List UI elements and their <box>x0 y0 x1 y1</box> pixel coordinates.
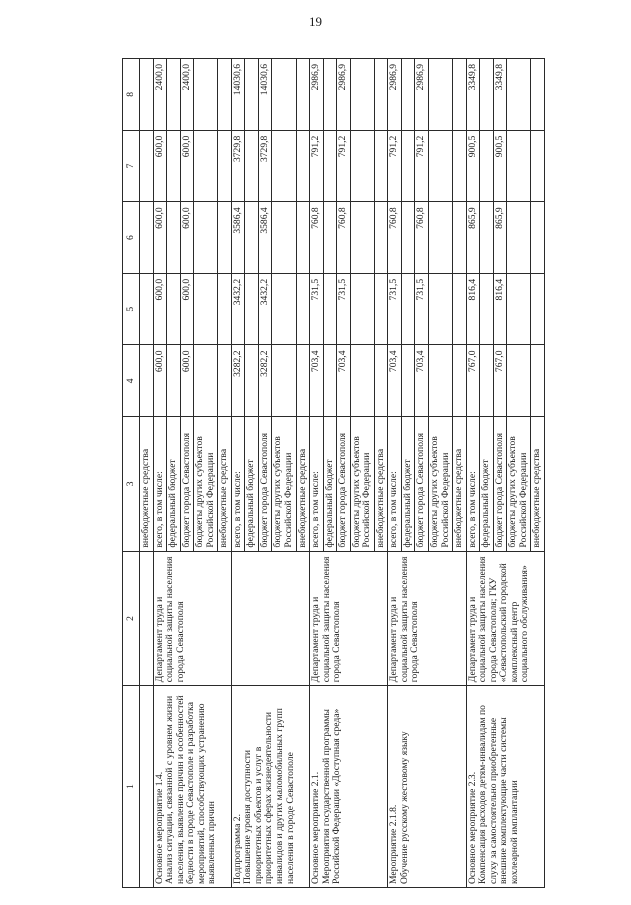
amount-cell <box>374 202 388 274</box>
amount-cell: 791,2 <box>337 130 351 202</box>
funding-source-cell: бюджеты других субъектов Российской Федерации <box>194 417 218 552</box>
amount-cell <box>323 59 337 131</box>
funding-source-cell: федеральный бюджет <box>167 417 181 552</box>
header-cell: 6 <box>123 202 140 274</box>
amount-cell: 600,0 <box>153 202 167 274</box>
amount-cell <box>218 59 232 131</box>
amount-cell <box>323 345 337 417</box>
header-cell: 8 <box>123 59 140 131</box>
amount-cell <box>296 130 310 202</box>
amount-cell: 791,2 <box>310 130 324 202</box>
amount-cell: 2986,9 <box>415 59 429 131</box>
amount-cell: 3349,8 <box>493 59 507 131</box>
amount-cell: 703,4 <box>388 345 402 417</box>
amount-cell <box>323 130 337 202</box>
amount-cell <box>401 345 415 417</box>
funding-source-cell: внебюджетные средства <box>374 417 388 552</box>
amount-cell <box>531 273 545 345</box>
amount-cell <box>350 273 374 345</box>
amount-cell: 731,5 <box>337 273 351 345</box>
amount-cell: 600,0 <box>180 345 194 417</box>
amount-cell <box>507 59 531 131</box>
funding-source-cell: внебюджетные средства <box>453 417 467 552</box>
amount-cell: 767,0 <box>466 345 480 417</box>
amount-cell: 3282,2 <box>258 345 272 417</box>
amount-cell <box>272 345 296 417</box>
amount-cell <box>296 345 310 417</box>
amount-cell <box>453 130 467 202</box>
table-row <box>466 59 480 888</box>
funding-source-cell: федеральный бюджет <box>245 417 259 552</box>
amount-cell <box>194 273 218 345</box>
measure-name-cell: Подпрограмма 2. Повышение уровня доступности приоритетных объектов и услуг в приоритетных сферах жизнедеятельности инвалидов и других маломобильных групп населения в городе Севастополе <box>231 686 309 888</box>
table-row <box>153 59 167 888</box>
executor-cell: Департамент труда и социальной защиты населения города Севастополя <box>153 551 231 686</box>
funding-source-cell: бюджеты других субъектов Российской Федерации <box>272 417 296 552</box>
amount-cell <box>453 202 467 274</box>
header-cell: 2 <box>123 551 140 686</box>
amount-cell: 760,8 <box>415 202 429 274</box>
amount-cell <box>218 345 232 417</box>
amount-cell <box>245 130 259 202</box>
amount-cell: 731,5 <box>310 273 324 345</box>
amount-cell <box>429 345 453 417</box>
page-number: 19 <box>309 14 322 29</box>
funding-source-cell: бюджет города Севастополя <box>337 417 351 552</box>
funding-source-cell: бюджеты других субъектов Российской Федерации <box>350 417 374 552</box>
amount-cell: 731,5 <box>388 273 402 345</box>
amount-cell <box>194 59 218 131</box>
amount-cell <box>350 59 374 131</box>
funding-source-cell: бюджет города Севастополя <box>493 417 507 552</box>
amount-cell <box>429 273 453 345</box>
funding-source-cell: бюджеты других субъектов Российской Федерации <box>429 417 453 552</box>
amount-cell: 3432,2 <box>258 273 272 345</box>
amount-cell <box>429 202 453 274</box>
amount-cell <box>323 273 337 345</box>
financing-table <box>122 58 545 888</box>
amount-cell <box>194 345 218 417</box>
funding-source-cell: внебюджетные средства <box>218 417 232 552</box>
funding-source-cell: внебюджетные средства <box>140 417 154 552</box>
amount-cell <box>167 202 181 274</box>
amount-cell: 767,0 <box>493 345 507 417</box>
amount-cell <box>350 130 374 202</box>
amount-cell: 3349,8 <box>466 59 480 131</box>
executor-cell <box>231 551 309 686</box>
amount-cell <box>296 59 310 131</box>
amount-cell: 2986,9 <box>310 59 324 131</box>
amount-cell: 3586,4 <box>231 202 245 274</box>
header-cell: 3 <box>123 417 140 552</box>
amount-cell <box>401 130 415 202</box>
header-cell: 7 <box>123 130 140 202</box>
amount-cell <box>218 130 232 202</box>
amount-cell <box>245 345 259 417</box>
amount-cell <box>272 202 296 274</box>
executor-cell: Департамент труда и социальной защиты населения города Севастополя <box>388 551 466 686</box>
funding-source-cell: бюджет города Севастополя <box>258 417 272 552</box>
amount-cell <box>167 130 181 202</box>
table-row <box>388 59 402 888</box>
amount-cell: 600,0 <box>180 130 194 202</box>
header-cell: 5 <box>123 273 140 345</box>
measure-name-cell: Основное мероприятие 1.4. Анализ ситуации, связанной с уровнем жизни населения, выявление причин и особенностей бедности в городе Севастополе и разработка мероприятий, способствующих устранению выявленных причин <box>153 686 231 888</box>
amount-cell <box>272 59 296 131</box>
measure-name-cell: Основное мероприятие 2.3. Компенсация расходов детям-инвалидам по слуху за самостоятельно приобретенные внешние комплектующие части системы кохлеарной имплантации <box>466 686 544 888</box>
funding-source-cell: внебюджетные средства <box>296 417 310 552</box>
amount-cell: 865,9 <box>466 202 480 274</box>
amount-cell <box>401 273 415 345</box>
amount-cell: 900,5 <box>466 130 480 202</box>
empty-cell <box>140 686 154 888</box>
amount-cell <box>194 130 218 202</box>
amount-cell <box>167 345 181 417</box>
funding-source-cell: федеральный бюджет <box>480 417 494 552</box>
amount-cell <box>480 273 494 345</box>
funding-source-cell: федеральный бюджет <box>323 417 337 552</box>
amount-cell: 600,0 <box>153 345 167 417</box>
amount-cell <box>480 59 494 131</box>
funding-source-cell: бюджет города Севастополя <box>180 417 194 552</box>
amount-cell <box>507 202 531 274</box>
amount-cell: 2400,0 <box>153 59 167 131</box>
funding-source-cell: федеральный бюджет <box>401 417 415 552</box>
amount-cell <box>374 59 388 131</box>
amount-cell <box>507 273 531 345</box>
amount-cell: 3282,2 <box>231 345 245 417</box>
executor-cell: Департамент труда и социальной защиты населения города Севастополя <box>310 551 388 686</box>
amount-cell <box>218 202 232 274</box>
amount-cell: 3729,8 <box>258 130 272 202</box>
amount-cell <box>272 273 296 345</box>
header-cell: 1 <box>123 686 140 888</box>
amount-cell <box>480 130 494 202</box>
empty-cell <box>140 345 154 417</box>
amount-cell: 760,8 <box>310 202 324 274</box>
funding-source-cell: всего, в том числе: <box>153 417 167 552</box>
amount-cell: 3432,2 <box>231 273 245 345</box>
amount-cell: 760,8 <box>337 202 351 274</box>
amount-cell <box>374 130 388 202</box>
amount-cell <box>453 59 467 131</box>
amount-cell <box>507 345 531 417</box>
amount-cell <box>272 130 296 202</box>
funding-source-cell: бюджеты других субъектов Российской Федерации <box>507 417 531 552</box>
table-row <box>310 59 324 888</box>
amount-cell <box>374 273 388 345</box>
amount-cell: 14030,6 <box>258 59 272 131</box>
amount-cell <box>218 273 232 345</box>
empty-cell <box>140 551 154 686</box>
amount-cell <box>531 59 545 131</box>
amount-cell: 703,4 <box>415 345 429 417</box>
amount-cell <box>194 202 218 274</box>
amount-cell <box>453 273 467 345</box>
amount-cell <box>296 202 310 274</box>
funding-source-cell: всего, в том числе: <box>388 417 402 552</box>
amount-cell: 2986,9 <box>388 59 402 131</box>
measure-name-cell: Основное мероприятие 2.1. Мероприятия государственной программы Российской Федерации «Доступная среда» <box>310 686 388 888</box>
amount-cell: 3586,4 <box>258 202 272 274</box>
table-row <box>231 59 245 888</box>
amount-cell <box>531 202 545 274</box>
funding-source-cell: всего, в том числе: <box>231 417 245 552</box>
amount-cell <box>531 130 545 202</box>
header-cell: 4 <box>123 345 140 417</box>
amount-cell: 791,2 <box>415 130 429 202</box>
amount-cell: 816,4 <box>493 273 507 345</box>
amount-cell <box>507 130 531 202</box>
funding-source-cell: внебюджетные средства <box>531 417 545 552</box>
amount-cell: 816,4 <box>466 273 480 345</box>
amount-cell <box>429 59 453 131</box>
amount-cell: 14030,6 <box>231 59 245 131</box>
amount-cell <box>531 345 545 417</box>
empty-cell <box>140 202 154 274</box>
empty-cell <box>140 273 154 345</box>
amount-cell: 900,5 <box>493 130 507 202</box>
amount-cell <box>245 202 259 274</box>
amount-cell <box>167 273 181 345</box>
amount-cell <box>480 345 494 417</box>
table-body <box>140 59 545 888</box>
amount-cell: 600,0 <box>180 202 194 274</box>
amount-cell <box>323 202 337 274</box>
amount-cell: 2400,0 <box>180 59 194 131</box>
amount-cell <box>480 202 494 274</box>
amount-cell: 703,4 <box>310 345 324 417</box>
amount-cell: 760,8 <box>388 202 402 274</box>
amount-cell: 600,0 <box>153 273 167 345</box>
funding-source-cell: всего, в том числе: <box>466 417 480 552</box>
amount-cell <box>374 345 388 417</box>
amount-cell <box>350 202 374 274</box>
funding-source-cell: бюджет города Севастополя <box>415 417 429 552</box>
amount-cell <box>245 59 259 131</box>
header-row <box>123 59 140 888</box>
amount-cell <box>167 59 181 131</box>
amount-cell <box>401 59 415 131</box>
amount-cell <box>296 273 310 345</box>
amount-cell: 703,4 <box>337 345 351 417</box>
amount-cell: 865,9 <box>493 202 507 274</box>
amount-cell: 600,0 <box>180 273 194 345</box>
amount-cell <box>453 345 467 417</box>
prelude-row <box>140 59 154 888</box>
amount-cell: 600,0 <box>153 130 167 202</box>
measure-name-cell: Мероприятие 2.1.8. Обучение русскому жестовому языку <box>388 686 466 888</box>
amount-cell <box>429 130 453 202</box>
empty-cell <box>140 59 154 131</box>
amount-cell <box>245 273 259 345</box>
amount-cell <box>401 202 415 274</box>
amount-cell: 731,5 <box>415 273 429 345</box>
empty-cell <box>140 130 154 202</box>
funding-source-cell: всего, в том числе: <box>310 417 324 552</box>
amount-cell: 2986,9 <box>337 59 351 131</box>
amount-cell: 3729,8 <box>231 130 245 202</box>
rotated-table-wrapper <box>122 58 543 888</box>
amount-cell <box>350 345 374 417</box>
amount-cell: 791,2 <box>388 130 402 202</box>
executor-cell: Департамент труда и социальной защиты населения города Севастополя; ГКУ «Севастопольский городской комплексный центр социального обслуживания» <box>466 551 544 686</box>
